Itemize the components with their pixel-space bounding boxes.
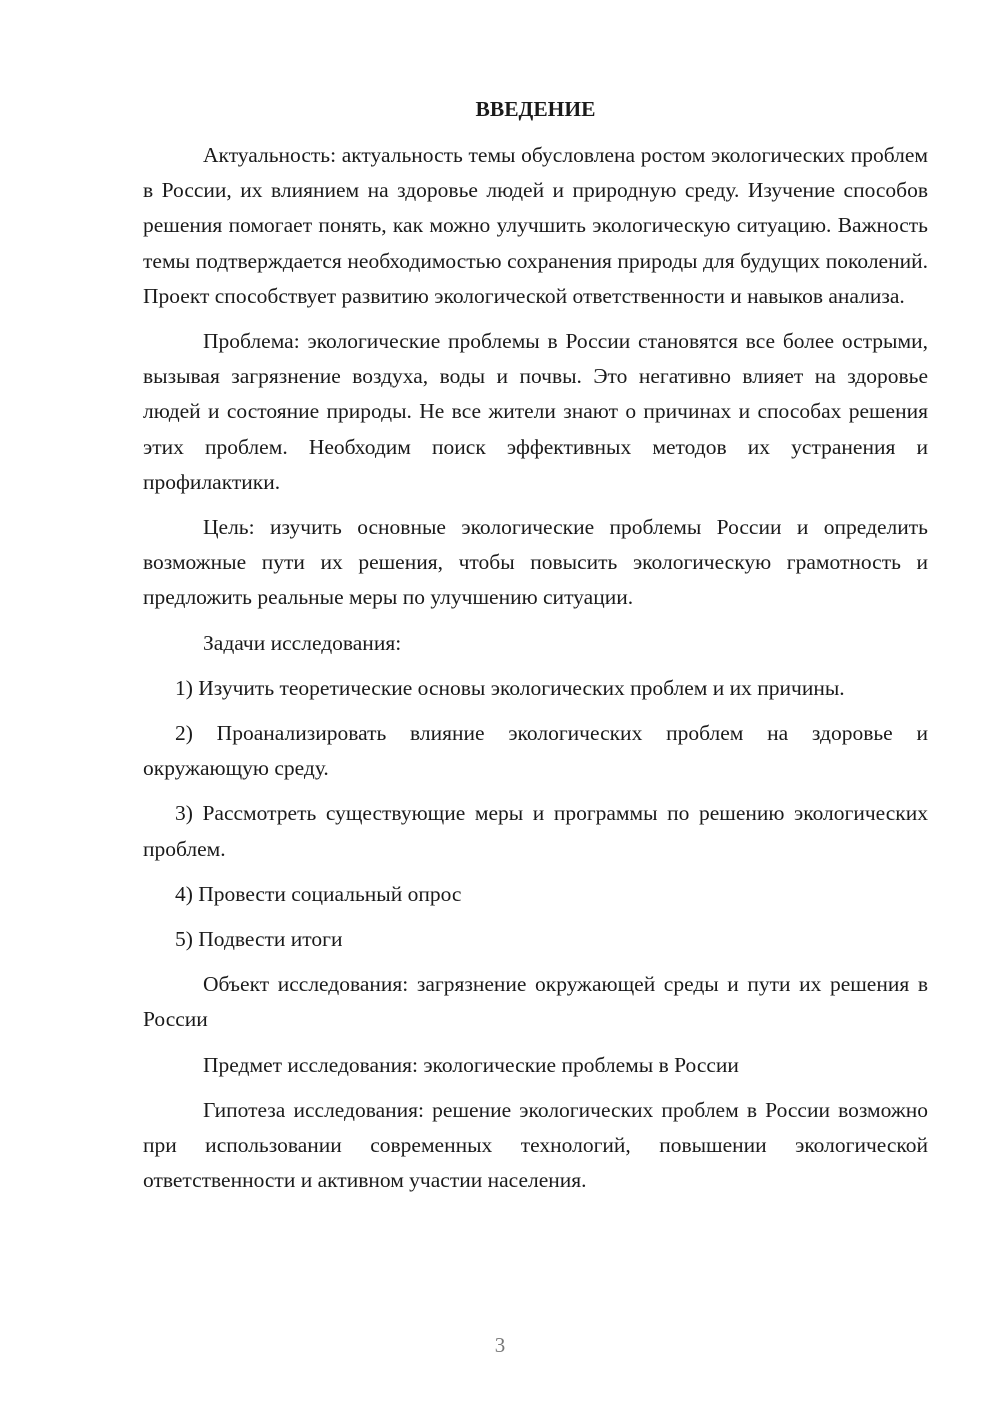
task-item-5: 5) Подвести итоги — [175, 927, 343, 952]
document-page — [143, 92, 928, 1208]
hypothesis-paragraph: Гипотеза исследования: решение экологических проблем в России возможно при использовании современных технологий, повышении экологической ответственности и активном участии населения. — [143, 1097, 928, 1193]
goal-paragraph: Цель: изучить основные экологические проблемы России и определить возможные пути их решения, чтобы повысить экологическую грамотность и предложить реальные меры по улучшению ситуации. — [143, 515, 928, 610]
page-title: ВВЕДЕНИЕ — [475, 97, 596, 121]
research-object-paragraph: Объект исследования: загрязнение окружающей среды и пути их решения в России — [143, 972, 928, 1032]
problem-paragraph: Проблема: экологические проблемы в России становятся все более острыми, вызывая загрязнение воздуха, воды и почвы. Это негативно влияет на здоровье людей и состояние природы. Не все жители знают о причинах и способах решения этих проблем. Необходим поиск эффективных методов их устранения и профилактики. — [143, 329, 928, 494]
relevance-paragraph: Актуальность: актуальность темы обусловлена ростом экологических проблем в России, их влиянием на здоровье людей и природную среду. Изучение способов решения помогает понять, как можно улучшить экологическую ситуацию. Важность темы подтверждается необходимостью сохранения природы для будущих поколений. Проект способствует развитию экологической ответственности и навыков анализа. — [143, 143, 928, 308]
task-item-3: 3) Рассмотреть существующие меры и программы по решению экологических проблем. — [143, 801, 928, 861]
task-item-2: 2) Проанализировать влияние экологических проблем на здоровье и окружающую среду. — [143, 721, 928, 781]
tasks-heading: Задачи исследования: — [203, 630, 402, 655]
page-number: 3 — [494, 1333, 506, 1357]
research-subject-paragraph: Предмет исследования: экологические проблемы в России — [203, 1052, 739, 1077]
task-item-1: 1) Изучить теоретические основы экологических проблем и их причины. — [175, 675, 845, 700]
task-item-4: 4) Провести социальный опрос — [175, 881, 462, 906]
